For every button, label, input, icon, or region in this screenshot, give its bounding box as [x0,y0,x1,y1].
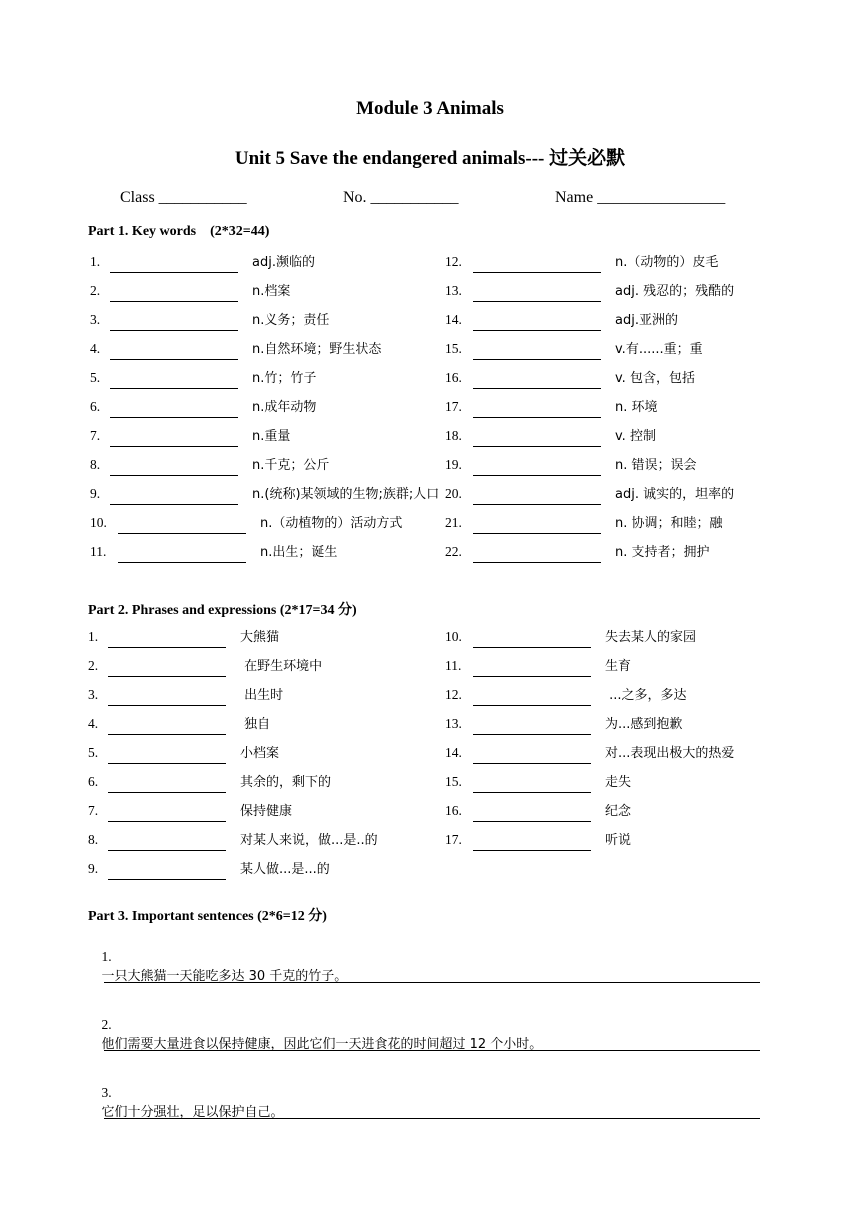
item-meaning: 听说 [605,833,632,848]
item-meaning: 生育 [605,659,632,674]
item-number: 3. [90,312,101,327]
item-row [445,801,631,821]
answer-blank[interactable] [473,720,591,735]
item-row [90,484,439,504]
item-row [445,685,687,705]
sentence-2 [88,1001,542,1068]
item-meaning: 大熊猫 [240,630,280,645]
item-row [445,830,631,850]
item-meaning: n. 错误；误会 [615,458,697,473]
item-meaning: ...之多，多达 [605,688,687,703]
item-row [445,714,682,734]
item-row [88,830,378,850]
item-number: 9. [88,861,99,876]
answer-blank[interactable] [473,374,601,389]
class-field[interactable]: Class ___________ [120,189,247,206]
item-meaning: n.竹；竹子 [252,371,317,386]
item-number: 5. [90,370,101,385]
item-row [90,252,315,272]
item-number: 16. [445,370,462,385]
answer-blank[interactable] [108,865,226,880]
item-number: 17. [445,832,462,847]
item-meaning: adj.亚洲的 [615,313,678,328]
item-meaning: n.千克；公斤 [252,458,330,473]
module-title: Module 3 Animals [356,98,504,119]
answer-blank[interactable] [473,836,591,851]
item-number: 19. [445,457,462,472]
item-meaning: n.义务；责任 [252,313,330,328]
item-row [88,801,292,821]
item-meaning: 走失 [605,775,632,790]
item-number: 13. [445,716,462,731]
item-meaning: 纪念 [605,804,632,819]
item-number: 10. [90,515,107,530]
answer-blank[interactable] [110,345,238,360]
answer-blank[interactable] [110,374,238,389]
sentence-text: 他们需要大量进食以保持健康，因此它们一天进食花的时间超过 12 个小时。 [101,1037,543,1052]
item-meaning: n.（动物的）皮毛 [615,255,719,270]
item-row [445,455,697,475]
item-meaning: adj.濒临的 [252,255,315,270]
answer-blank[interactable] [473,258,601,273]
item-meaning: 保持健康 [240,804,293,819]
item-number: 2. [90,283,101,298]
item-row [445,368,695,388]
item-meaning: n.出生；诞生 [260,545,338,560]
item-number: 21. [445,515,462,530]
answer-blank[interactable] [110,287,238,302]
answer-blank[interactable] [108,778,226,793]
sentence-text: 一只大熊猫一天能吃多达 30 千克的竹子。 [101,969,348,984]
item-row [90,368,316,388]
item-number: 11. [90,544,107,559]
answer-blank[interactable] [110,258,238,273]
item-number: 8. [88,832,99,847]
item-row [445,339,703,359]
answer-blank[interactable] [473,345,601,360]
item-row [90,426,290,446]
item-row [88,627,279,647]
item-number: 9. [90,486,101,501]
answer-blank[interactable] [473,316,601,331]
sentence-number: 2. [101,1017,112,1032]
answer-blank[interactable] [110,461,238,476]
item-number: 6. [88,774,99,789]
item-meaning: 对...表现出极大的热爱 [605,746,735,761]
item-row [445,397,658,417]
answer-blank[interactable] [473,548,601,563]
item-number: 12. [445,254,462,269]
item-meaning: 失去某人的家园 [605,630,697,645]
answer-line-2[interactable] [104,1050,760,1051]
item-meaning: 对某人来说，做...是..的 [240,833,378,848]
item-number: 16. [445,803,462,818]
item-meaning: 独自 [240,717,271,732]
number-field[interactable]: No. ___________ [343,189,459,206]
answer-blank[interactable] [473,461,601,476]
item-row [90,455,329,475]
answer-blank[interactable] [108,749,226,764]
item-number: 13. [445,283,462,298]
item-meaning: 为...感到抱歉 [605,717,683,732]
answer-blank[interactable] [108,807,226,822]
item-number: 22. [445,544,462,559]
item-meaning: adj. 诚实的，坦率的 [615,487,735,502]
sentence-1 [88,933,347,1000]
sentence-number: 3. [101,1085,112,1100]
item-number: 5. [88,745,99,760]
item-number: 3. [88,687,99,702]
item-number: 20. [445,486,462,501]
answer-blank[interactable] [108,662,226,677]
item-row [90,339,381,359]
item-row [445,627,696,647]
item-number: 12. [445,687,462,702]
answer-blank[interactable] [473,662,591,677]
answer-blank[interactable] [108,691,226,706]
answer-blank[interactable] [473,749,591,764]
sentence-text: 它们十分强壮，足以保护自己。 [101,1105,284,1120]
answer-blank[interactable] [118,519,246,534]
item-number: 4. [88,716,99,731]
answer-blank[interactable] [473,490,601,505]
item-row [445,426,656,446]
item-meaning: v. 控制 [615,429,656,444]
item-row [445,252,718,272]
item-number: 10. [445,629,462,644]
answer-blank[interactable] [473,807,591,822]
sentence-3 [88,1069,284,1136]
answer-blank[interactable] [108,836,226,851]
item-meaning: v. 包含，包括 [615,371,695,386]
item-number: 2. [88,658,99,673]
part2-heading: Part 2. Phrases and expressions (2*17=34 分) [88,603,357,618]
item-meaning: n.档案 [252,284,291,299]
name-field[interactable]: Name ________________ [555,189,726,206]
answer-blank[interactable] [473,432,601,447]
item-meaning: n. 协调；和睦；融 [615,516,723,531]
item-meaning: 其余的，剩下的 [240,775,332,790]
item-row [445,772,631,792]
item-row [90,397,316,417]
item-meaning: adj. 残忍的；残酷的 [615,284,735,299]
item-number: 15. [445,341,462,356]
item-meaning: v.有......重；重 [615,342,703,357]
item-meaning: n.成年动物 [252,400,317,415]
item-row [90,310,329,330]
item-row [90,281,290,301]
item-number: 17. [445,399,462,414]
item-meaning: n.自然环境；野生状态 [252,342,382,357]
item-number: 4. [90,341,101,356]
item-row [90,513,402,533]
answer-blank[interactable] [110,490,238,505]
item-meaning: 出生时 [240,688,284,703]
item-row [445,484,734,504]
item-row [445,281,734,301]
item-number: 7. [88,803,99,818]
item-number: 18. [445,428,462,443]
item-meaning: n. 环境 [615,400,658,415]
item-row [88,859,330,879]
unit-title: Unit 5 Save the endangered animals--- 过关必默 [234,148,626,169]
sentence-number: 1. [101,949,112,964]
answer-blank[interactable] [110,316,238,331]
item-row [88,685,283,705]
item-meaning: 小档案 [240,746,280,761]
answer-blank[interactable] [473,691,591,706]
item-meaning: 在野生环境中 [240,659,323,674]
answer-blank[interactable] [473,633,591,648]
part3-heading: Part 3. Important sentences (2*6=12 分) [88,909,327,924]
item-row [445,310,678,330]
answer-line-1[interactable] [104,982,760,983]
answer-line-3[interactable] [104,1118,760,1119]
item-meaning: n. 支持者；拥护 [615,545,710,560]
item-number: 14. [445,312,462,327]
answer-blank[interactable] [110,403,238,418]
item-row [88,656,322,676]
item-meaning: n.（动植物的）活动方式 [260,516,403,531]
answer-blank[interactable] [473,403,601,418]
item-row [88,772,331,792]
item-meaning: 某人做...是...的 [240,862,330,877]
item-row [445,743,734,763]
answer-blank[interactable] [473,778,591,793]
item-number: 6. [90,399,101,414]
item-meaning: n.(统称)某领域的生物;族群;人口 [252,487,440,502]
part1-heading: Part 1. Key words (2*32=44) [88,224,270,239]
item-number: 15. [445,774,462,789]
answer-blank[interactable] [473,519,601,534]
item-row [90,542,337,562]
answer-blank[interactable] [108,720,226,735]
answer-blank[interactable] [108,633,226,648]
item-row [445,656,631,676]
item-row [445,542,710,562]
answer-blank[interactable] [118,548,246,563]
item-row [88,714,270,734]
item-row [445,513,723,533]
item-meaning: n.重量 [252,429,291,444]
item-number: 1. [90,254,101,269]
item-number: 11. [445,658,462,673]
item-row [88,743,279,763]
item-number: 1. [88,629,99,644]
answer-blank[interactable] [110,432,238,447]
item-number: 14. [445,745,462,760]
answer-blank[interactable] [473,287,601,302]
item-number: 8. [90,457,101,472]
item-number: 7. [90,428,101,443]
